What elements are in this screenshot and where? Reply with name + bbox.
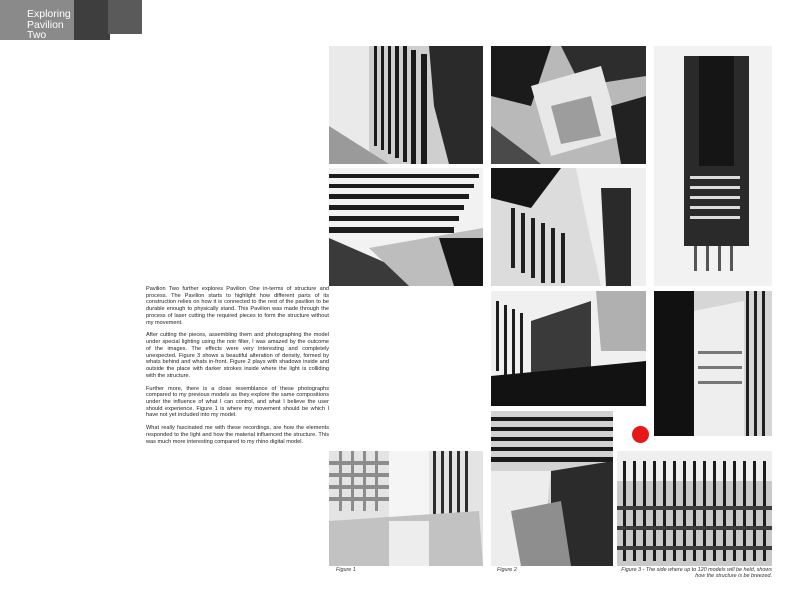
title-line-1: Exploring — [27, 8, 71, 20]
caption-figure-1: Figure 1 — [336, 567, 356, 573]
paragraph-4: What really fascinated me with these recordings, are how the elements responded to the light and how the material influenced the structure. This was much more interesting compared to my rhino digital model. — [146, 425, 329, 445]
caption-figure-3: Figure 3 - The side where up to 120 models will be held, shows how the structure is be breezed. — [621, 567, 772, 580]
model-photo-figure-2-top — [491, 291, 646, 406]
title-line-3: Two — [27, 29, 47, 41]
paragraph-2: After cutting the pieces, assembling them and photographing the model under special lighting using the noir filter, I was amazed by the outcome of the images. The effects were very interesting and completely unexpected. Figure 3 shows a beautiful alteration of density, formed by whats behind and whats in-front. Figure 2 plays with shadows inside and outside the place with darker strokes inside where the light is colliding with the structure. — [146, 332, 329, 379]
paragraph-3: Further more, there is a close resemblance of these photographs compared to my previous models as they explore the same compositions under the influence of what I can control, and what I believe the user should experience. Figure 1 is where my movement should be which I have not yet included into my model. — [146, 385, 329, 419]
red-marker-dot — [632, 426, 649, 443]
caption-figure-2: Figure 2 — [497, 567, 517, 573]
model-photo-3 — [491, 46, 646, 164]
paragraph-1: Pavilion Two further explores Pavilion One in-terms of structure and process. The Pavilion starts to highlight how different parts of its construction relies on how it is connected to the rest of the pavilion to be durable enough to physically stand. This Pavilion was made through the process of laser cutting the required pieces to form the structure without my movement. — [146, 286, 329, 326]
model-photo-figure-1 — [329, 451, 483, 566]
model-photo-1 — [329, 46, 483, 164]
model-photo-figure-3 — [617, 451, 772, 566]
page-title — [27, 9, 117, 41]
title-block — [0, 0, 142, 40]
model-photo-figure-2 — [491, 411, 613, 566]
body-text — [146, 286, 329, 452]
model-photo-4 — [491, 168, 646, 286]
model-photo-2 — [329, 168, 483, 286]
model-photo-tower — [654, 46, 772, 286]
model-photo-figure-3-top — [654, 291, 772, 436]
title-line-2: Pavilion — [27, 18, 64, 31]
